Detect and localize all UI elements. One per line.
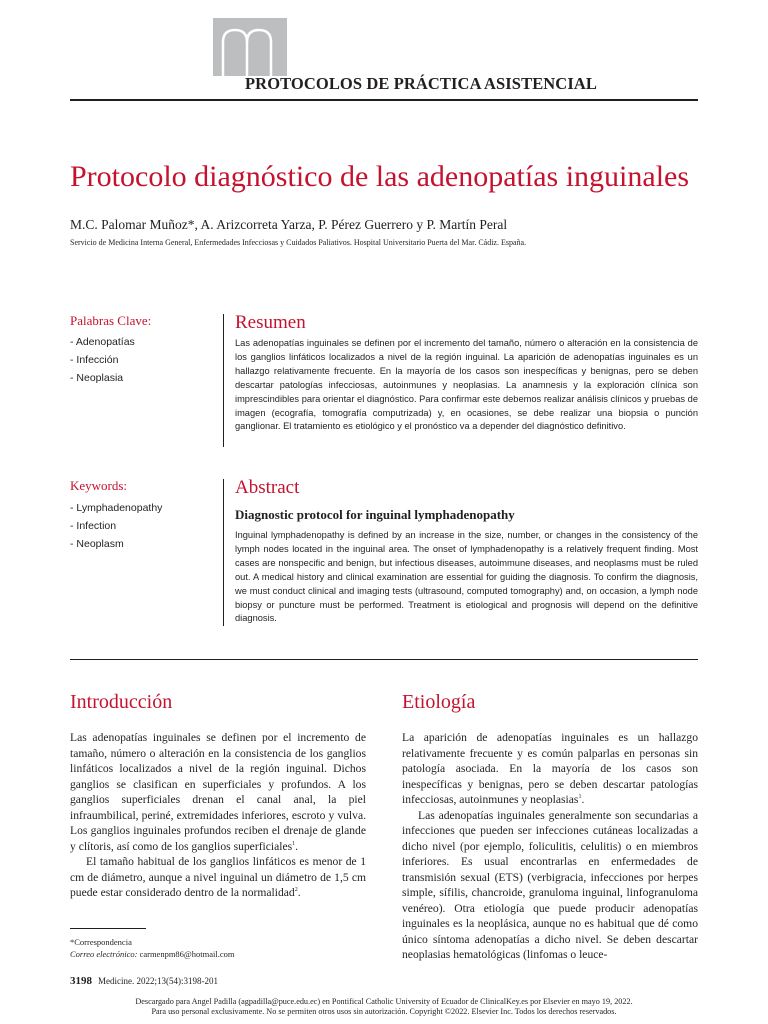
etiologia-heading: Etiología [402,691,476,713]
download-notice: Descargado para Angel Padilla (agpadilla@puce.edu.ec) en Pontifical Catholic University of Ecuador de ClinicalKey.es por Elsevier en mayo 19, 2022. Para uso personal exclusivamente. No se permiten otros usos sin autorización. Copyright ©2022. Elsevier Inc. Todos los derechos reservados. [135,997,633,1016]
footnote-rule [70,928,146,929]
journal-citation: Medicine. 2022;13(54):3198-201 [98,976,218,986]
keywords-en-list [70,499,162,553]
abstract-subtitle: Diagnostic protocol for inguinal lymphadenopathy [235,507,515,522]
series-title: PROTOCOLOS DE PRÁCTICA ASISTENCIAL [245,74,597,93]
article-affiliation: Servicio de Medicina Interna General, Enfermedades Infecciosas y Cuidados Paliativos. Hospital Universitario Puerta del Mar. Cádiz. España. [70,238,527,247]
paragraph: Las adenopatías inguinales se definen por el incremento de tamaño, número o alteración en la consistencia de los ganglios linfáticos localizados a nivel de la región inguinal. Dichos ganglios se clasifican en superficiales y profundos. A los ganglios superficiales drenan el canal anal, la piel infraumbilical, periné, extremidades inferiores, escroto y vulva. Los ganglios inguinales profundos reciben el drenaje de glande y clítoris, así como de los ganglios superficiales$^1$. [70,731,366,853]
keyword-item: - Neoplasm [70,538,124,550]
resumen-heading: Resumen [235,312,306,333]
paragraph: El tamaño habitual de los ganglios linfáticos es menor de 1 cm de diámetro, aunque a nivel inguinal un diámetro de 1,5 cm puede estar considerado dentro de la normalidad$^2$. [70,855,366,899]
header-rule [70,99,698,101]
page-folio [70,975,218,987]
footnote [70,936,235,960]
correspondence-label: *Correspondencia [70,937,132,947]
keyword-item: - Lymphadenopathy [70,502,163,514]
paragraph: Las adenopatías inguinales generalmente son secundarias a infecciones que pueden ser infecciones cutáneas localizadas a dicho nivel (por ejemplo, foliculitis, celulitis) o en miembros inferiores. Es usual encontrarlas en enfermedades de transmisión sexual (ETS) (verbigracia, infecciones por herpes simple, sífilis, chancroide, granuloma inguinal, linfogranuloma venéreo). Otra etiología que puede producir adenopatías inguinales es la neoplásica, aunque no es habitual que dé como único síntoma adenopatías a dicho nivel. Se deben descartar neoplasias hematológicas (linfomas o leuce- [402,808,698,961]
abstract-text: Inguinal lymphadenopathy is defined by an increase in the size, number, or changes in the consistency of the lymph nodes located in the inguinal area. The onset of lymphadenopathy is a relatively frequent finding. Most cases are nonspecific and benign, but infectious diseases, autoimmune diseases, and neoplasms must be ruled out. A medical history and clinical examination are essential for guiding the diagnosis. To confirm the diagnosis, we must conduct clinical and imaging tests (ultrasound, computed tomography) and, on occasion, a lymph node biopsy or puncture must be performed. Treatment is etiological and prognosis will depend on the definitive diagnosis. [235,530,698,624]
keyword-item: - Infection [70,520,117,532]
paragraph: La aparición de adenopatías inguinales es un hallazgo relativamente frecuente y es común palparlas en personas sin patología asociada. En la mayoría de los casos son inespecíficas y benignas, pero se deben descartar patologías infecciosas, autoinmunes y neoplasias$^1$. [402,731,698,806]
email-address[interactable]: carmenpm86@hotmail.com [139,949,235,959]
keywords-es-heading: Palabras Clave: [70,313,152,328]
keyword-item: - Infección [70,354,119,366]
keyword-item: - Neoplasia [70,372,124,384]
keywords-es-list [70,333,135,387]
article-authors: M.C. Palomar Muñoz*, A. Arizcorreta Yarza, P. Pérez Guerrero y P. Martín Peral [70,217,508,232]
introduccion-body [70,730,366,901]
article-title: Protocolo diagnóstico de las adenopatías inguinales [70,160,690,194]
keyword-item: - Adenopatías [70,336,135,348]
keywords-en-heading: Keywords: [70,478,128,493]
email-label: Correo electrónico: [70,949,138,959]
introduccion-heading: Introducción [70,691,173,713]
section-rule [70,659,698,660]
page-number: 3198 [70,975,92,987]
resumen-divider [223,314,224,447]
abstract-heading: Abstract [235,477,300,498]
etiologia-body [402,730,698,963]
journal-m-logo [213,18,287,76]
resumen-text: Las adenopatías inguinales se definen por el incremento del tamaño, número o alteración en la consistencia de los ganglios linfáticos localizados a nivel de la región inguinal. La aparición de adenopatías inguinales es un hallazgo relativamente frecuente. En la mayoría de los casos son inespecíficas y benignas, pero se deben descartar patologías infecciosas, autoinmunes y neoplasias. La anamnesis y la exploración clínica son imprescindibles para orientar el diagnóstico. Para confirmar este debemos realizar análisis clínicos y pruebas de imagen (ecografía, tomografía computrizada) y, en ocasiones, se debe realizar una biopsia o punción ganglionar. El tratamiento es etiológico y el pronóstico va a depender del diagnóstico definitivo. [235,338,698,432]
abstract-divider [223,479,224,626]
